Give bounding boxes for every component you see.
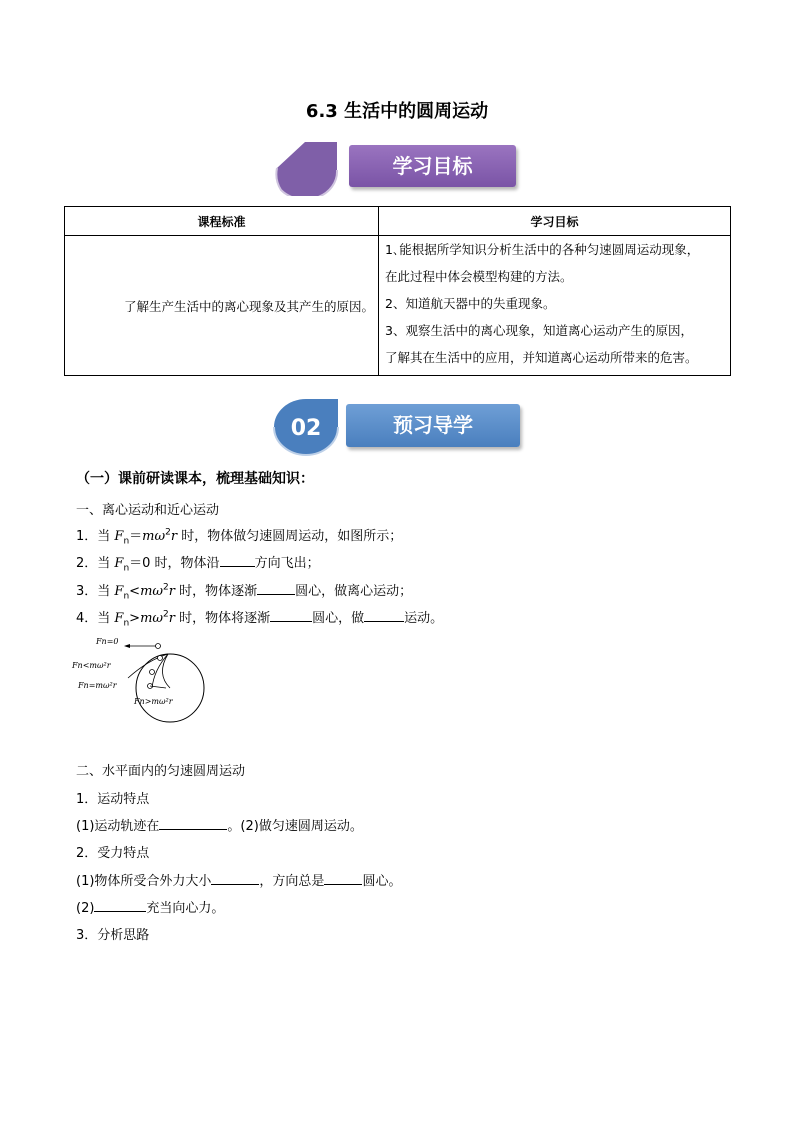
centrifugal-diagram xyxy=(68,630,210,730)
banner-wedge-icon xyxy=(275,140,339,196)
goals-table xyxy=(64,206,731,376)
section-number-badge xyxy=(272,398,340,456)
fill-blank[interactable] xyxy=(324,872,362,885)
part1-line4: 4．当 $F_n>m\omega^2r$ 时，物体将逐渐 圆心，做 运动。 xyxy=(76,609,444,629)
part1-line2: 2．当 $F_n=0$ 时，物体沿 方向飞出； xyxy=(76,556,320,574)
fill-blank[interactable] xyxy=(364,609,404,622)
preview-guide-banner: 预习导学 xyxy=(346,404,520,447)
section-heading: （一）课前研读课本，梳理基础知识： xyxy=(76,471,314,487)
table-header-goals: 学习目标 xyxy=(379,207,731,236)
label-fn-less: Fn<mω²r xyxy=(72,661,111,670)
page-title: 6.3 生活中的圆周运动 xyxy=(305,101,489,122)
fill-blank[interactable] xyxy=(270,609,312,622)
goal-line: 1､能根据所学知识分析生活中的各种匀速圆周运动现象， xyxy=(385,242,700,257)
part1-line3: 3．当 $F_n<m\omega^2r$ 时，物体逐渐 圆心，做离心运动； xyxy=(76,582,413,602)
fill-blank[interactable] xyxy=(257,582,295,595)
goal-line: 在此过程中体会模型构建的方法。 xyxy=(385,269,573,284)
table-cell-goals xyxy=(379,236,731,376)
part2-s2: 2．受力特点 xyxy=(76,846,150,861)
table-header-standard: 课程标准 xyxy=(65,207,379,236)
section-number: 02 xyxy=(290,416,322,441)
goal-line: 3、观察生活中的离心现象，知道离心运动产生的原因， xyxy=(385,323,693,338)
part2-s2-line2: (2) 充当向心力。 xyxy=(76,901,225,916)
table-cell-standard: 了解生产生活中的离心现象及其产生的原因。 xyxy=(65,236,379,376)
part2-s3: 3．分析思路 xyxy=(76,928,150,943)
label-fn-greater: Fn>mω²r xyxy=(134,697,173,706)
part2-s1-line: (1)运动轨迹在 。(2)做匀速圆周运动。 xyxy=(76,819,363,834)
fill-blank[interactable] xyxy=(94,899,146,912)
fill-blank[interactable] xyxy=(220,554,255,567)
part2-s1: 1．运动特点 xyxy=(76,792,150,807)
fill-blank[interactable] xyxy=(159,817,227,830)
learning-goals-banner: 学习目标 xyxy=(349,145,516,187)
goal-line: 2、知道航天器中的失重现象。 xyxy=(385,296,556,311)
fill-blank[interactable] xyxy=(211,872,259,885)
part2-heading: 二、水平面内的匀速圆周运动 xyxy=(76,764,246,779)
part2-s2-line1: (1)物体所受合外力大小 ，方向总是 圆心。 xyxy=(76,874,402,889)
label-fn-equal: Fn=mω²r xyxy=(78,681,117,690)
goal-line: 了解其在生活中的应用，并知道离心运动所带来的危害。 xyxy=(385,350,698,365)
part1-heading: 一、离心运动和近心运动 xyxy=(76,503,220,518)
part1-line1: 1．当 $F_n=m\omega^2r$ 时，物体做匀速圆周运动，如图所示； xyxy=(76,527,403,547)
label-fn-zero: Fn=0 xyxy=(96,637,119,646)
